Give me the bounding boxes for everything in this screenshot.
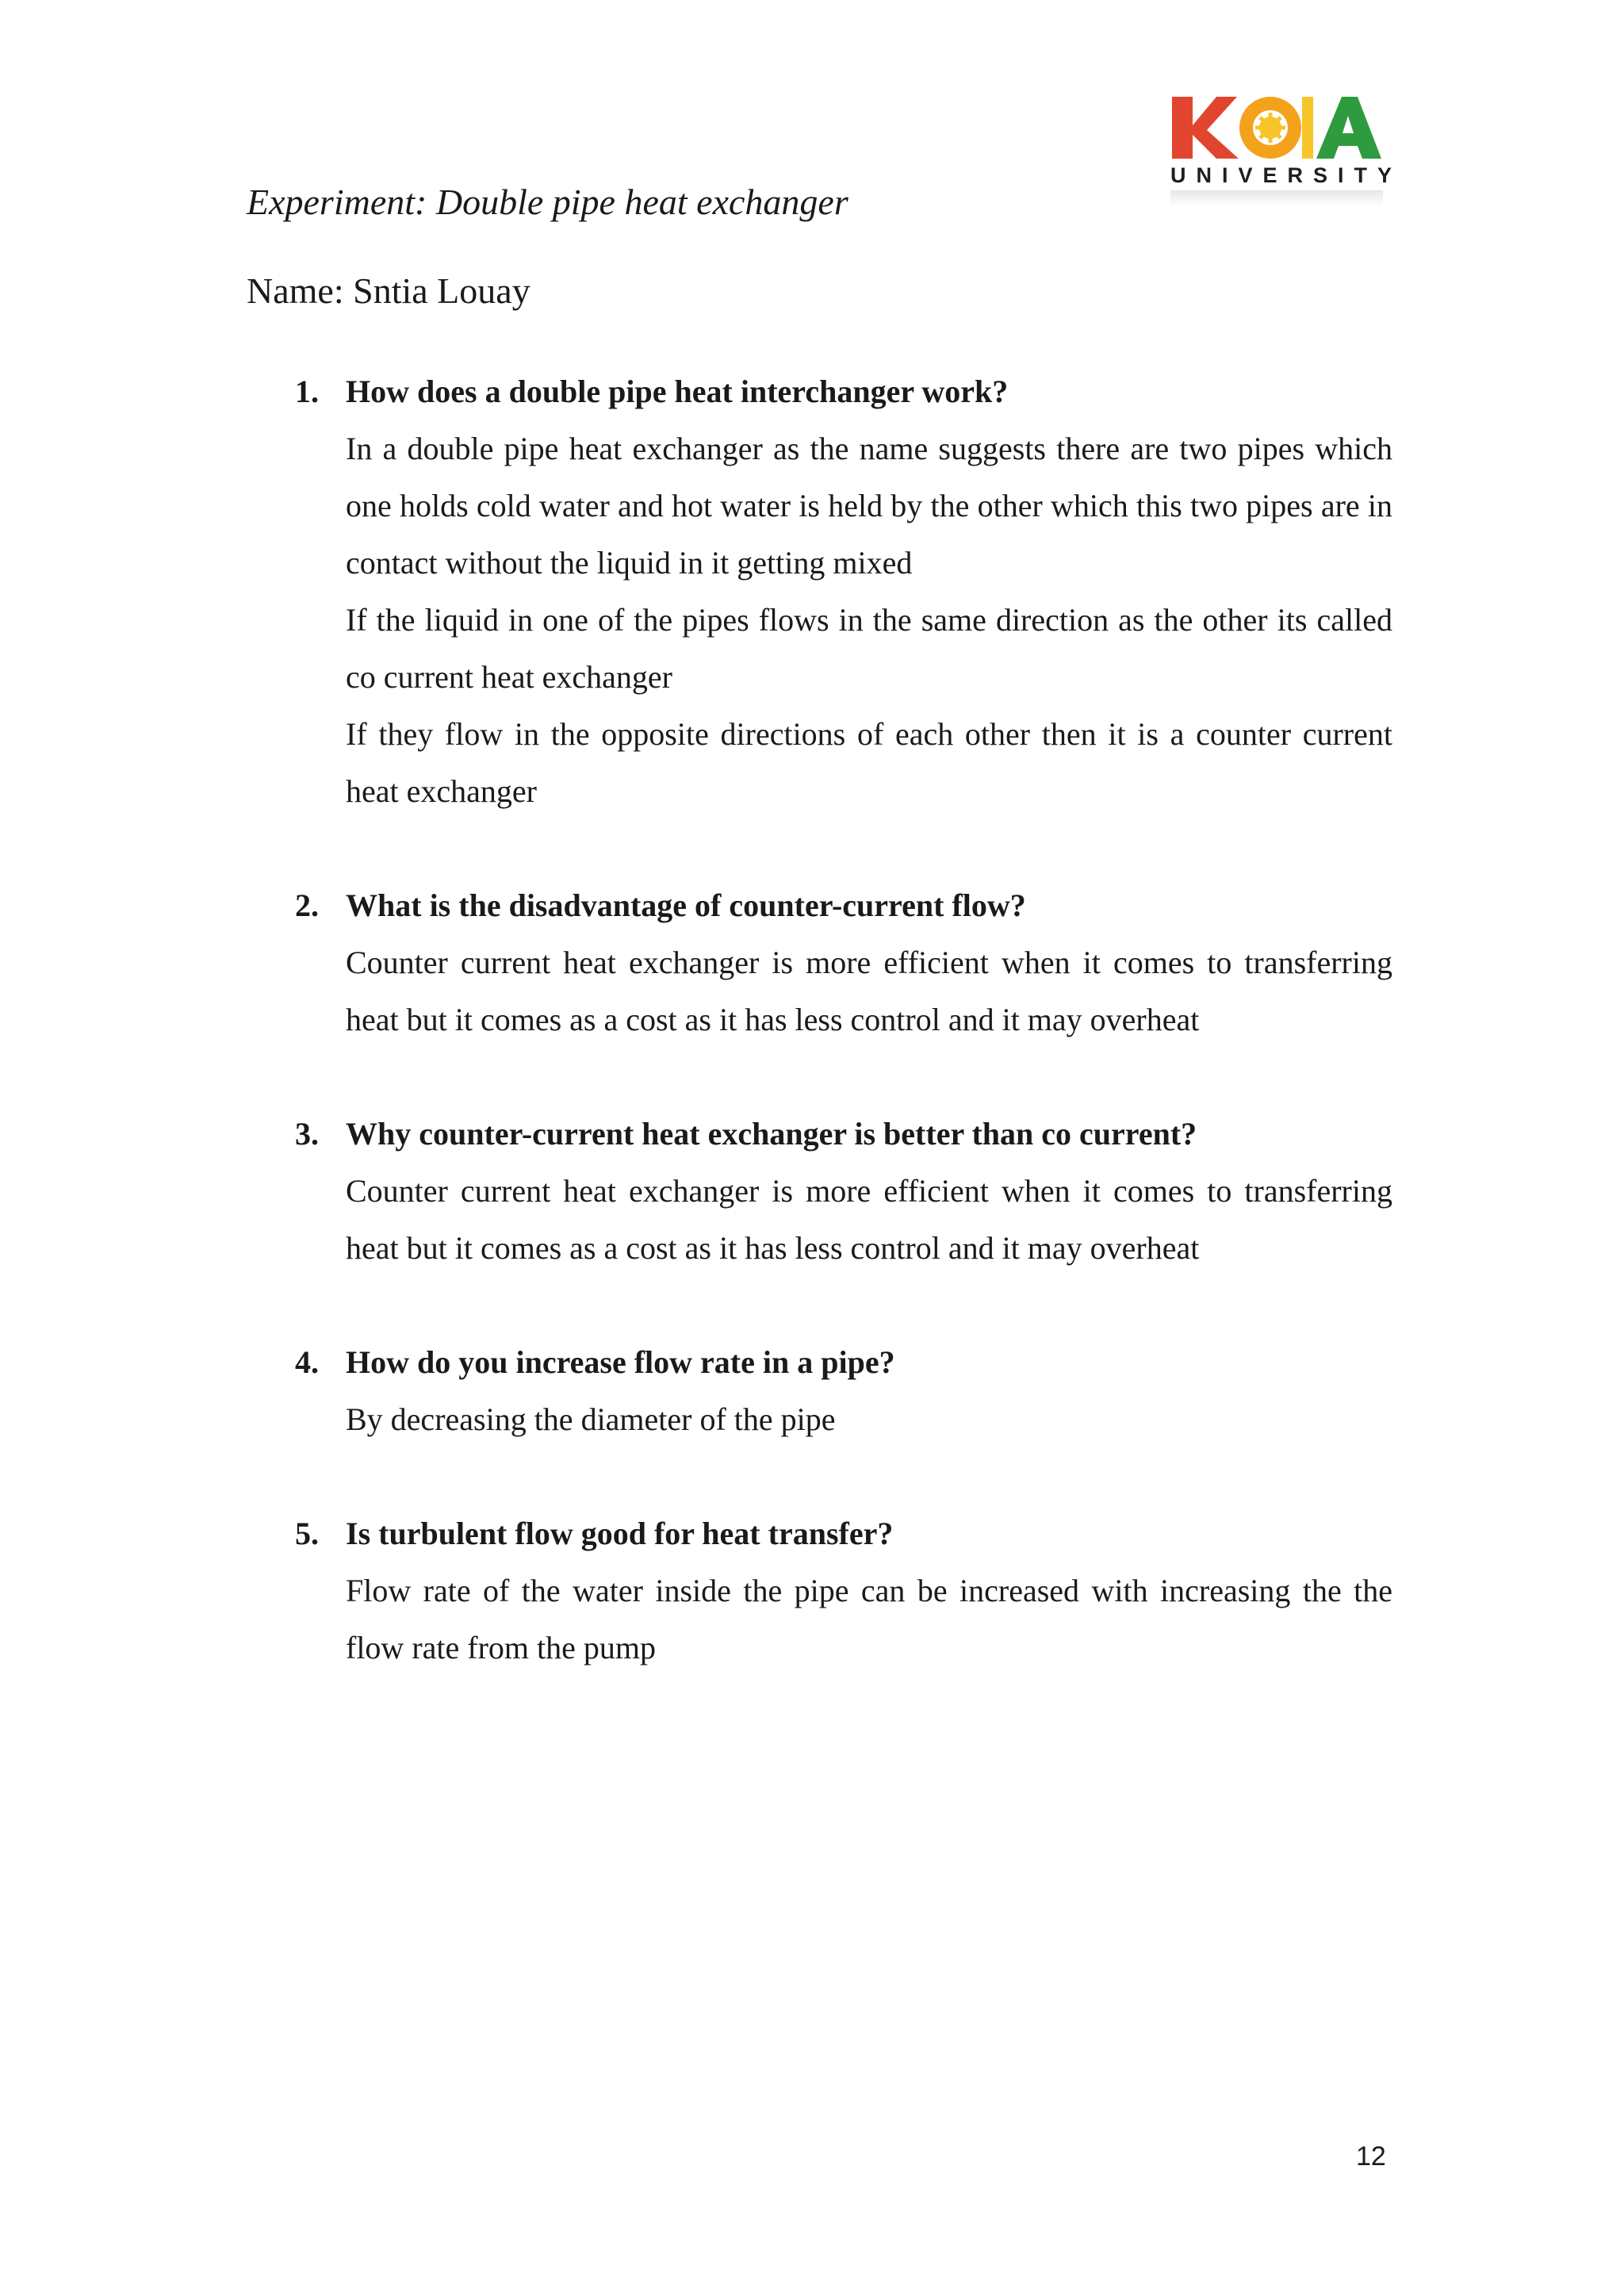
experiment-title: Experiment: Double pipe heat exchanger — [247, 182, 848, 222]
question-item — [0, 1334, 1624, 1448]
answer-text — [346, 1391, 1392, 1448]
university-logo — [1170, 94, 1403, 205]
answer-text — [346, 1562, 1392, 1677]
answer-paragraph: By decreasing the diameter of the pipe — [346, 1401, 836, 1437]
answer-paragraph: If the liquid in one of the pipes flows in the same direction as the other its called co current heat exchanger — [346, 602, 1392, 695]
question-text: Is turbulent flow good for heat transfer? — [346, 1516, 894, 1551]
question-number: 2. — [295, 887, 319, 923]
logo-mark-icon — [1170, 94, 1383, 162]
question-item — [0, 363, 1624, 820]
question-number: 1. — [295, 374, 319, 409]
answer-text — [346, 420, 1392, 820]
question-number: 4. — [295, 1344, 319, 1380]
question-number: 3. — [295, 1116, 319, 1152]
logo-university-text: UNIVERSITY — [1170, 163, 1403, 187]
answer-paragraph: Counter current heat exchanger is more efficient when it comes to transferring heat but it comes as a cost as it has less control and it may overheat — [346, 1173, 1392, 1266]
logo-reflection — [1170, 190, 1383, 206]
answer-paragraph: If they flow in the opposite directions of each other then it is a counter current heat exchanger — [346, 716, 1392, 809]
question-item — [0, 1106, 1624, 1277]
answer-paragraph: Flow rate of the water inside the pipe can be increased with increasing the the flow rate from the pump — [346, 1573, 1392, 1665]
answer-paragraph: In a double pipe heat exchanger as the name suggests there are two pipes which one holds cold water and hot water is held by the other which this two pipes are in contact without the liquid in it getting mixed — [346, 431, 1392, 581]
question-text: How do you increase flow rate in a pipe? — [346, 1344, 895, 1380]
page-number: 12 — [1356, 2141, 1386, 2171]
question-list — [0, 363, 1624, 1734]
question-text: Why counter-current heat exchanger is better than co current? — [346, 1116, 1197, 1152]
question-item — [0, 1505, 1624, 1677]
question-text: How does a double pipe heat interchanger work? — [346, 374, 1009, 409]
answer-paragraph: Counter current heat exchanger is more efficient when it comes to transferring heat but it comes as a cost as it has less control and it may overheat — [346, 945, 1392, 1037]
student-name: Name: Sntia Louay — [247, 270, 530, 311]
answer-text — [346, 934, 1392, 1048]
answer-text — [346, 1163, 1392, 1277]
question-text: What is the disadvantage of counter-current flow? — [346, 887, 1026, 923]
question-item — [0, 877, 1624, 1048]
question-number: 5. — [295, 1516, 319, 1551]
